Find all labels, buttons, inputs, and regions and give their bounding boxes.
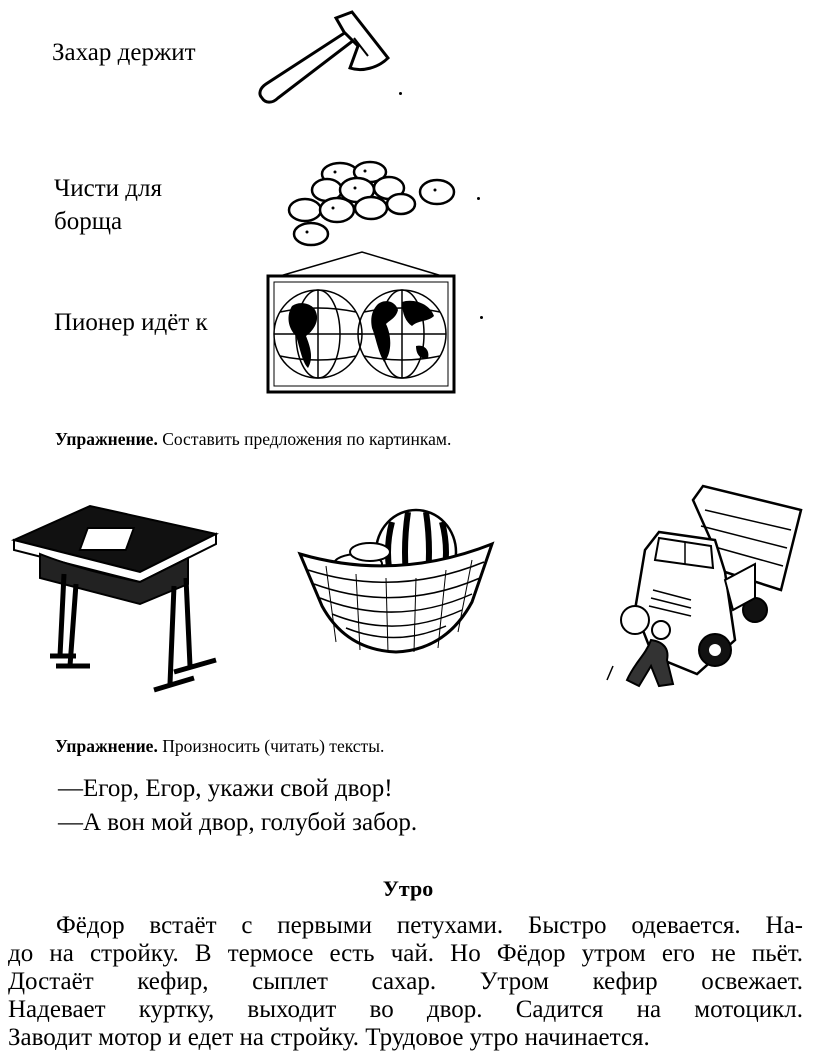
exercise-label: Упражнение.: [55, 736, 158, 756]
exercise-text: Составить предложения по картинкам.: [157, 429, 452, 449]
truck-with-driver-icon: [605, 480, 805, 695]
story-title: Утро: [382, 876, 434, 901]
blank-dot: [399, 92, 402, 95]
exercise-1: [55, 429, 451, 450]
potatoes-icon: [285, 152, 470, 252]
exercise-2: [55, 736, 384, 757]
axe-icon: [250, 10, 400, 110]
world-map-icon: [266, 250, 456, 394]
story-line: до на стройку. В термосе есть чай. Но Фёдор утром его не пьёт.: [8, 940, 803, 967]
story-line: Заводит мотор и едет на стройку. Трудовое утро начинается.: [8, 1024, 650, 1051]
rebus-text-2a: Чисти для: [54, 175, 162, 202]
exercise-label: Упражнение.: [55, 429, 158, 449]
school-desk-icon: [10, 500, 225, 700]
basket-with-watermelon-icon: [296, 502, 496, 654]
rebus-text-3: Пионер идёт к: [54, 309, 208, 336]
story-line: Надевает куртку, выходит во двор. Садится на мотоцикл.: [8, 996, 803, 1023]
blank-dot: [477, 197, 480, 200]
rebus-text-1: Захар держит: [52, 39, 196, 66]
exercise-text: Произносить (читать) тексты.: [157, 736, 385, 756]
story-text: [8, 912, 803, 1052]
story-line: Достаёт кефир, сыплет сахар. Утром кефир освежает.: [8, 968, 803, 995]
story-line: Фёдор встаёт с первыми петухами. Быстро одевается. На-: [56, 912, 803, 939]
blank-dot: [480, 316, 483, 319]
dialogue-line-1: —Егор, Егор, укажи свой двор!: [58, 775, 393, 802]
dialogue-line-2: —А вон мой двор, голубой забор.: [58, 809, 418, 836]
rebus-text-2b: борща: [54, 208, 123, 235]
